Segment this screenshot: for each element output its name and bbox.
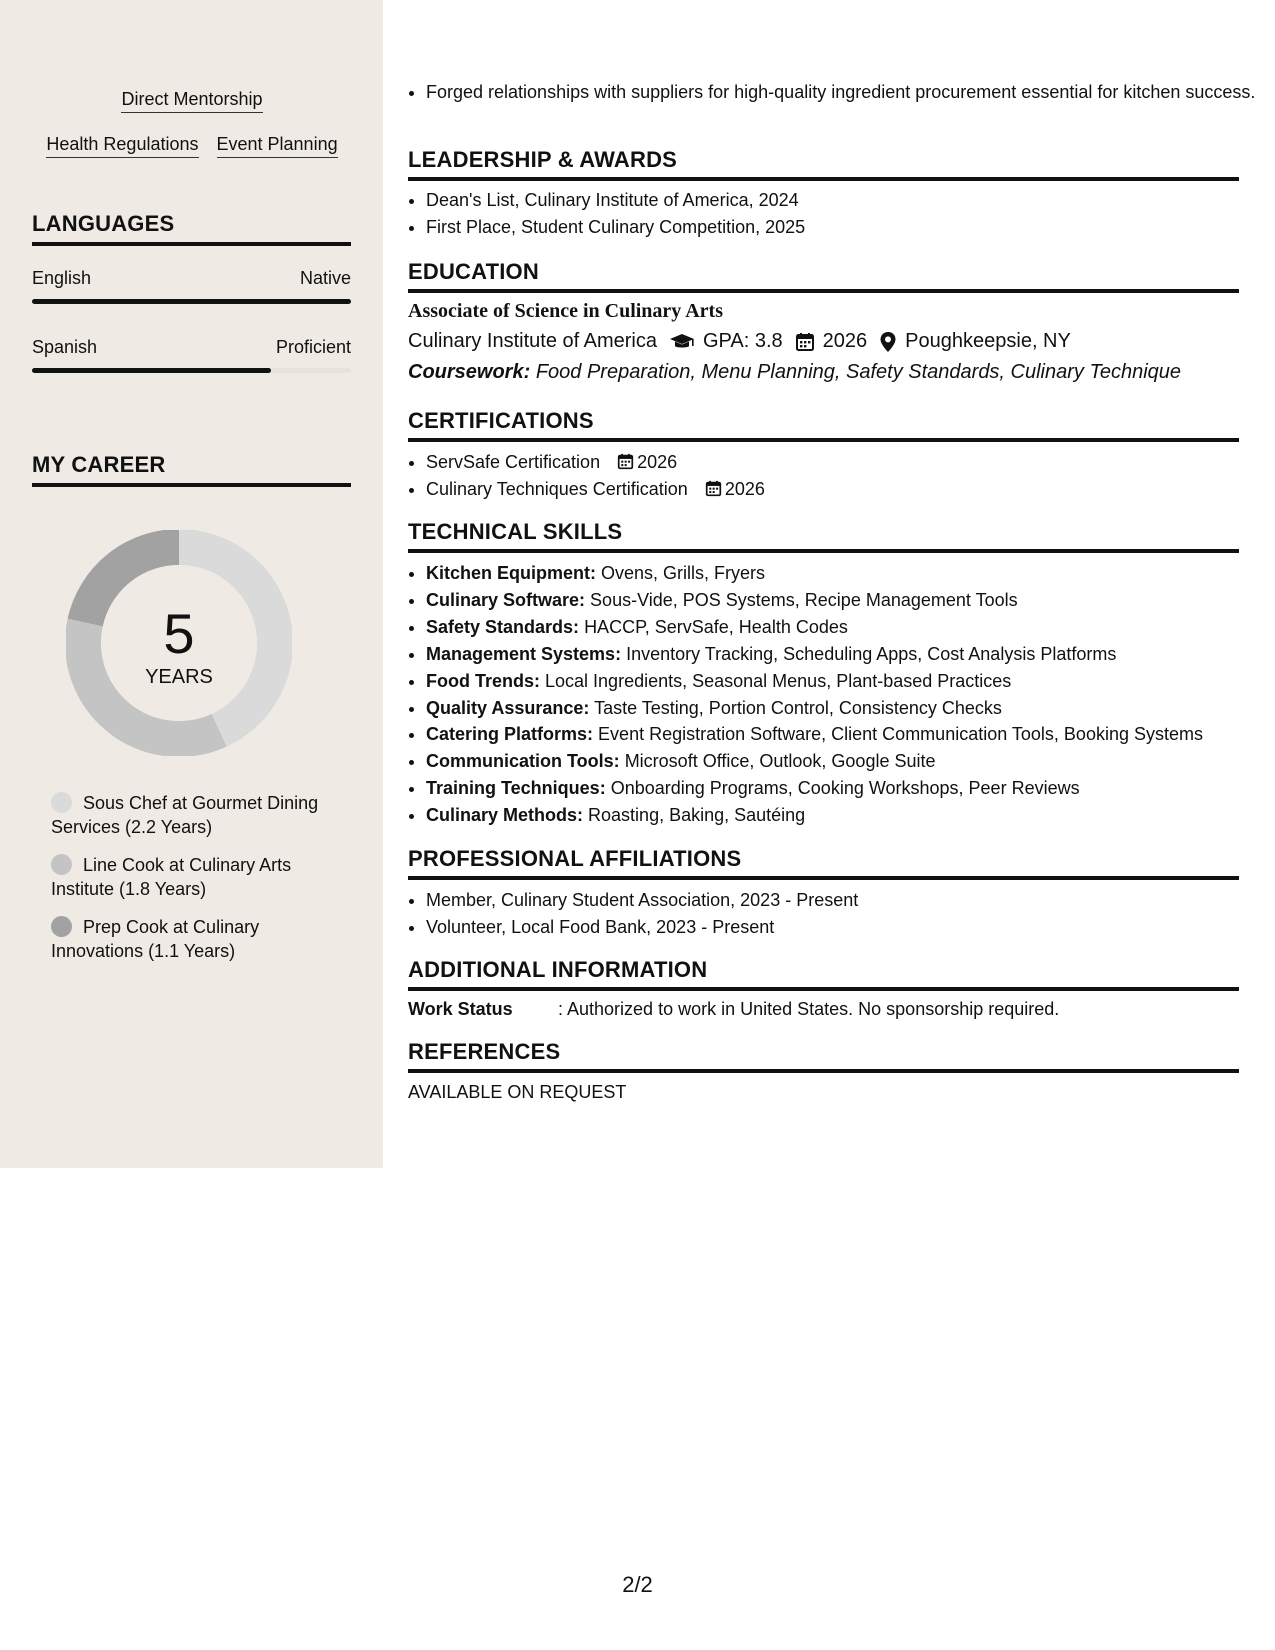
- skill-category: Safety Standards:: [426, 616, 580, 637]
- skill-item: [426, 614, 1203, 641]
- certifications-list: [408, 449, 765, 503]
- career-donut-chart: [66, 530, 292, 756]
- experience-bullets: [408, 80, 1256, 105]
- career-legend-item: [51, 915, 341, 963]
- legend-dot: [51, 854, 72, 875]
- career-heading: MY CAREER: [32, 452, 351, 487]
- legend-dot: [51, 792, 72, 813]
- career-total-unit: YEARS: [145, 666, 213, 688]
- skill-values: Event Registration Software, Client Communication Tools, Booking Systems: [598, 724, 1203, 745]
- skill-category: Management Systems:: [426, 643, 622, 664]
- work-status-label: Work Status: [408, 999, 513, 1019]
- coursework-label: Coursework:: [408, 361, 531, 383]
- leadership-item: • First Place, Student Culinary Competition, 2025: [426, 214, 805, 241]
- skill-values: HACCP, ServSafe, Health Codes: [584, 616, 848, 637]
- skill-values: Roasting, Baking, Sautéing: [588, 805, 806, 826]
- affiliations-list: [408, 887, 858, 941]
- skill-category: Culinary Methods:: [426, 805, 584, 826]
- education-details: [408, 330, 1071, 353]
- additional-info-heading: ADDITIONAL INFORMATION: [408, 957, 1239, 991]
- gpa: GPA: 3.8: [703, 330, 783, 352]
- skill-values: Inventory Tracking, Scheduling Apps, Cost Analysis Platforms: [626, 643, 1117, 664]
- career-legend-label: Line Cook at Culinary Arts Institute (1.8 Years): [51, 855, 292, 899]
- affiliations-heading: PROFESSIONAL AFFILIATIONS: [408, 846, 1239, 880]
- coursework: [408, 361, 1181, 384]
- certification-name: ServSafe Certification: [426, 452, 601, 472]
- skill-values: Sous-Vide, POS Systems, Recipe Management Tools: [590, 589, 1018, 610]
- affiliation-item: • Volunteer, Local Food Bank, 2023 - Present: [426, 914, 858, 941]
- leadership-item: • Dean's List, Culinary Institute of America, 2024: [426, 187, 805, 214]
- calendar-icon: [617, 453, 634, 470]
- language-row: [32, 268, 351, 289]
- skill-item: [426, 695, 1203, 722]
- career-legend-label: Sous Chef at Gourmet Dining Services (2.2 Years): [51, 793, 319, 837]
- skill-chip: Direct Mentorship: [121, 88, 262, 113]
- leadership-heading: LEADERSHIP & AWARDS: [408, 147, 1239, 181]
- certification-date: [617, 452, 677, 472]
- references-heading: REFERENCES: [408, 1039, 1239, 1073]
- page-number: 2/2: [622, 1572, 653, 1597]
- certification-year: 2026: [724, 479, 765, 499]
- skill-item: [426, 721, 1203, 748]
- technical-skills-heading: TECHNICAL SKILLS: [408, 519, 1239, 553]
- language-level: Proficient: [275, 337, 351, 357]
- skill-item: [426, 560, 1203, 587]
- work-status-row: [408, 999, 1059, 1020]
- skill-chips-row-1: [32, 88, 352, 113]
- certification-item: [426, 476, 765, 503]
- skill-values: Taste Testing, Portion Control, Consistency Checks: [594, 697, 1002, 718]
- skill-chips-row-2: [32, 133, 352, 158]
- school-location: Poughkeepsie, NY: [905, 330, 1071, 352]
- skill-item: [426, 668, 1203, 695]
- career-legend-item: [51, 853, 341, 901]
- school-name: Culinary Institute of America: [408, 330, 657, 352]
- career-donut-center: [66, 530, 292, 756]
- career-total-years: 5: [163, 602, 195, 665]
- certification-date: [705, 479, 765, 499]
- skill-category: Food Trends:: [426, 670, 540, 691]
- education-heading: EDUCATION: [408, 259, 1239, 293]
- skill-item: [426, 587, 1203, 614]
- certification-item: [426, 449, 765, 476]
- skill-category: Culinary Software:: [426, 589, 586, 610]
- coursework-text: Food Preparation, Menu Planning, Safety Standards, Culinary Technique: [535, 361, 1182, 383]
- affiliation-item: • Member, Culinary Student Association, 2023 - Present: [426, 887, 858, 914]
- skill-values: Ovens, Grills, Fryers: [601, 563, 766, 583]
- language-proficiency-fill: [32, 368, 271, 373]
- skill-category: Kitchen Equipment:: [426, 563, 596, 583]
- skill-category: Catering Platforms:: [426, 724, 594, 745]
- skill-category: Communication Tools:: [426, 751, 620, 772]
- career-legend-label: Prep Cook at Culinary Innovations (1.1 Years): [51, 917, 260, 961]
- certifications-heading: CERTIFICATIONS: [408, 408, 1239, 442]
- career-legend-item: [51, 791, 341, 839]
- leadership-list: [408, 187, 805, 241]
- skill-chip: Event Planning: [217, 133, 338, 158]
- graduation-cap-icon: [669, 332, 695, 352]
- skill-item: [426, 748, 1203, 775]
- language-row: [32, 337, 351, 358]
- skill-category: Training Techniques:: [426, 778, 606, 799]
- calendar-icon: [795, 332, 815, 352]
- language-proficiency-bar: [32, 368, 351, 373]
- location-pin-icon: [879, 331, 897, 353]
- experience-bullet: • Forged relationships with suppliers for high-quality ingredient procurement essential for kitchen success.: [426, 80, 1256, 105]
- language-name: Spanish: [32, 337, 98, 357]
- skill-item: [426, 802, 1203, 829]
- language-name: English: [32, 268, 92, 288]
- certification-name: Culinary Techniques Certification: [426, 479, 688, 499]
- skill-values: Microsoft Office, Outlook, Google Suite: [624, 751, 936, 772]
- degree-title: Associate of Science in Culinary Arts: [408, 300, 723, 322]
- skill-values: Onboarding Programs, Cooking Workshops, Peer Reviews: [610, 778, 1080, 799]
- calendar-icon: [705, 480, 722, 497]
- skill-category: Quality Assurance:: [426, 697, 590, 718]
- skill-item: [426, 775, 1203, 802]
- sidebar: [0, 0, 383, 1168]
- skill-chip: Health Regulations: [46, 133, 198, 158]
- graduation-year: 2026: [822, 330, 868, 352]
- legend-dot: [51, 916, 72, 937]
- skill-item: [426, 641, 1203, 668]
- languages-heading: LANGUAGES: [32, 211, 351, 246]
- language-proficiency-bar: [32, 299, 351, 304]
- language-level: Native: [299, 268, 351, 288]
- skill-values: Local Ingredients, Seasonal Menus, Plant-based Practices: [545, 670, 1012, 691]
- references-text: AVAILABLE ON REQUEST: [408, 1082, 627, 1102]
- work-status-value: : Authorized to work in United States. No sponsorship required.: [558, 999, 1060, 1019]
- language-proficiency-fill: [32, 299, 351, 304]
- technical-skills-list: [408, 560, 1203, 829]
- certification-year: 2026: [637, 452, 678, 472]
